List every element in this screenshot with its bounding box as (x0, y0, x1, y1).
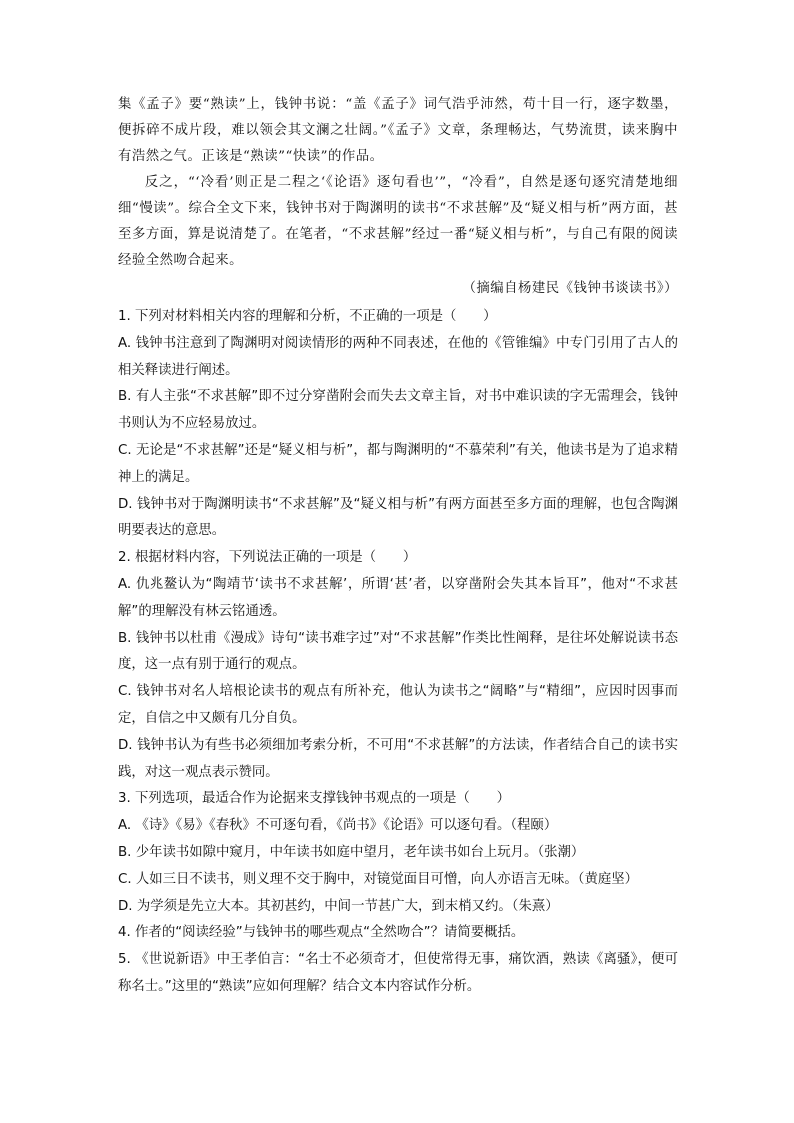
question-stem: 5. 《世说新语》中王孝伯言：“名士不必须奇才，但使常得无事，痛饮酒，熟读《离骚》，便可称名士。”这里的“熟读”应如何理解？结合文本内容试作分析。 (118, 952, 678, 994)
question-4 (118, 920, 678, 947)
option-c: C. 人如三日不读书，则义理不交于胸中，对镜觉面目可憎，向人亦语言无味。（黄庭坚） (118, 871, 639, 887)
passage-source: （摘编自杨建民《钱钟书谈读书》） (462, 281, 678, 296)
option-b: B. 钱钟书以杜甫《漫成》诗句“读书难字过”对“不求甚解”作类比性阐释，是往坏处解说读书态度，这一点有别于通行的观点。 (118, 630, 678, 673)
option-a: A. 钱钟书注意到了陶渊明对阅读情形的两种不同表述，在他的《管锥编》中专门引用了古人的相关释读进行阐述。 (118, 335, 678, 378)
document-page (118, 92, 678, 1001)
option-c: C. 钱钟书对名人培根论读书的观点有所补充，他认为读书之“阔略”与“精细”，应因时因事而定，自信之中又颇有几分自负。 (118, 684, 678, 726)
question-stem: 1. 下列对材料相关内容的理解和分析，不正确的一项是（ ） (118, 309, 497, 324)
passage (118, 92, 678, 302)
passage-paragraph-2: 反之，“‘冷看’则正是二程之‘《论语》逐句看也’”，“冷看”，自然是逐句逐究清楚地细细“慢读”。综合全文下来，钱钟书对于陶渊明的读书“不求甚解”及“疑义相与析”两方面，甚至多方面，算是说清楚了。在笔者，“不求甚解”经过一番“疑义相与析”，与自己有限的阅读经验全然吻合起来。 (118, 175, 678, 268)
option-a: A. 《诗》《易》《春秋》不可逐句看，《尚书》《论语》可以逐句看。（程颐） (118, 818, 558, 834)
option-d: D. 钱钟书认为有些书必须细加考索分析，不可用“不求甚解”的方法读，作者结合自己的读书实践，对这一观点表示赞同。 (118, 737, 678, 780)
question-stem: 4. 作者的“阅读经验”与钱钟书的哪些观点“全然吻合”？请简要概括。 (118, 925, 525, 941)
option-a: A. 仇兆鳌认为“陶靖节‘读书不求甚解’，所谓‘甚’者，以穿凿附会失其本旨耳”，他对“不求甚解”的理解没有林云铭通透。 (118, 576, 678, 619)
option-b: B. 有人主张“不求甚解”即不过分穿凿附会而失去文章主旨，对书中难识读的字无需理会，钱钟书则认为不应轻易放过。 (118, 389, 678, 432)
question-stem: 3. 下列选项，最适合作为论据来支撑钱钟书观点的一项是（ ） (118, 791, 510, 807)
option-d: D. 为学须是先立大本。其初甚约，中间一节甚广大，到末梢又约。（朱熹） (118, 898, 559, 914)
question-2 (118, 545, 678, 786)
question-3 (118, 786, 678, 920)
passage-paragraph-1: 集《孟子》要“熟读”上，钱钟书说：“盖《孟子》词气浩乎沛然，苟十目一行，逐字数墨，便拆碎不成片段，难以领会其文澜之壮阔。”《孟子》文章，条理畅达，气势流贯，读来胸中有浩然之气。正该是“熟读”“快读”的作品。 (118, 97, 678, 164)
option-d: D. 钱钟书对于陶渊明读书“不求甚解”及“疑义相与析”有两方面甚至多方面的理解，也包含陶渊明要表达的意思。 (118, 496, 678, 539)
questions-section (118, 304, 678, 1001)
question-5 (118, 947, 678, 1001)
option-c: C. 无论是“不求甚解”还是“疑义相与析”，都与陶渊明的“不慕荣利”有关，他读书是为了追求精神上的满足。 (118, 442, 678, 485)
option-b: B. 少年读书如隙中窥月，中年读书如庭中望月，老年读书如台上玩月。（张潮） (118, 844, 585, 860)
question-stem: 2. 根据材料内容，下列说法正确的一项是（ ） (118, 550, 417, 566)
question-1 (118, 304, 678, 545)
